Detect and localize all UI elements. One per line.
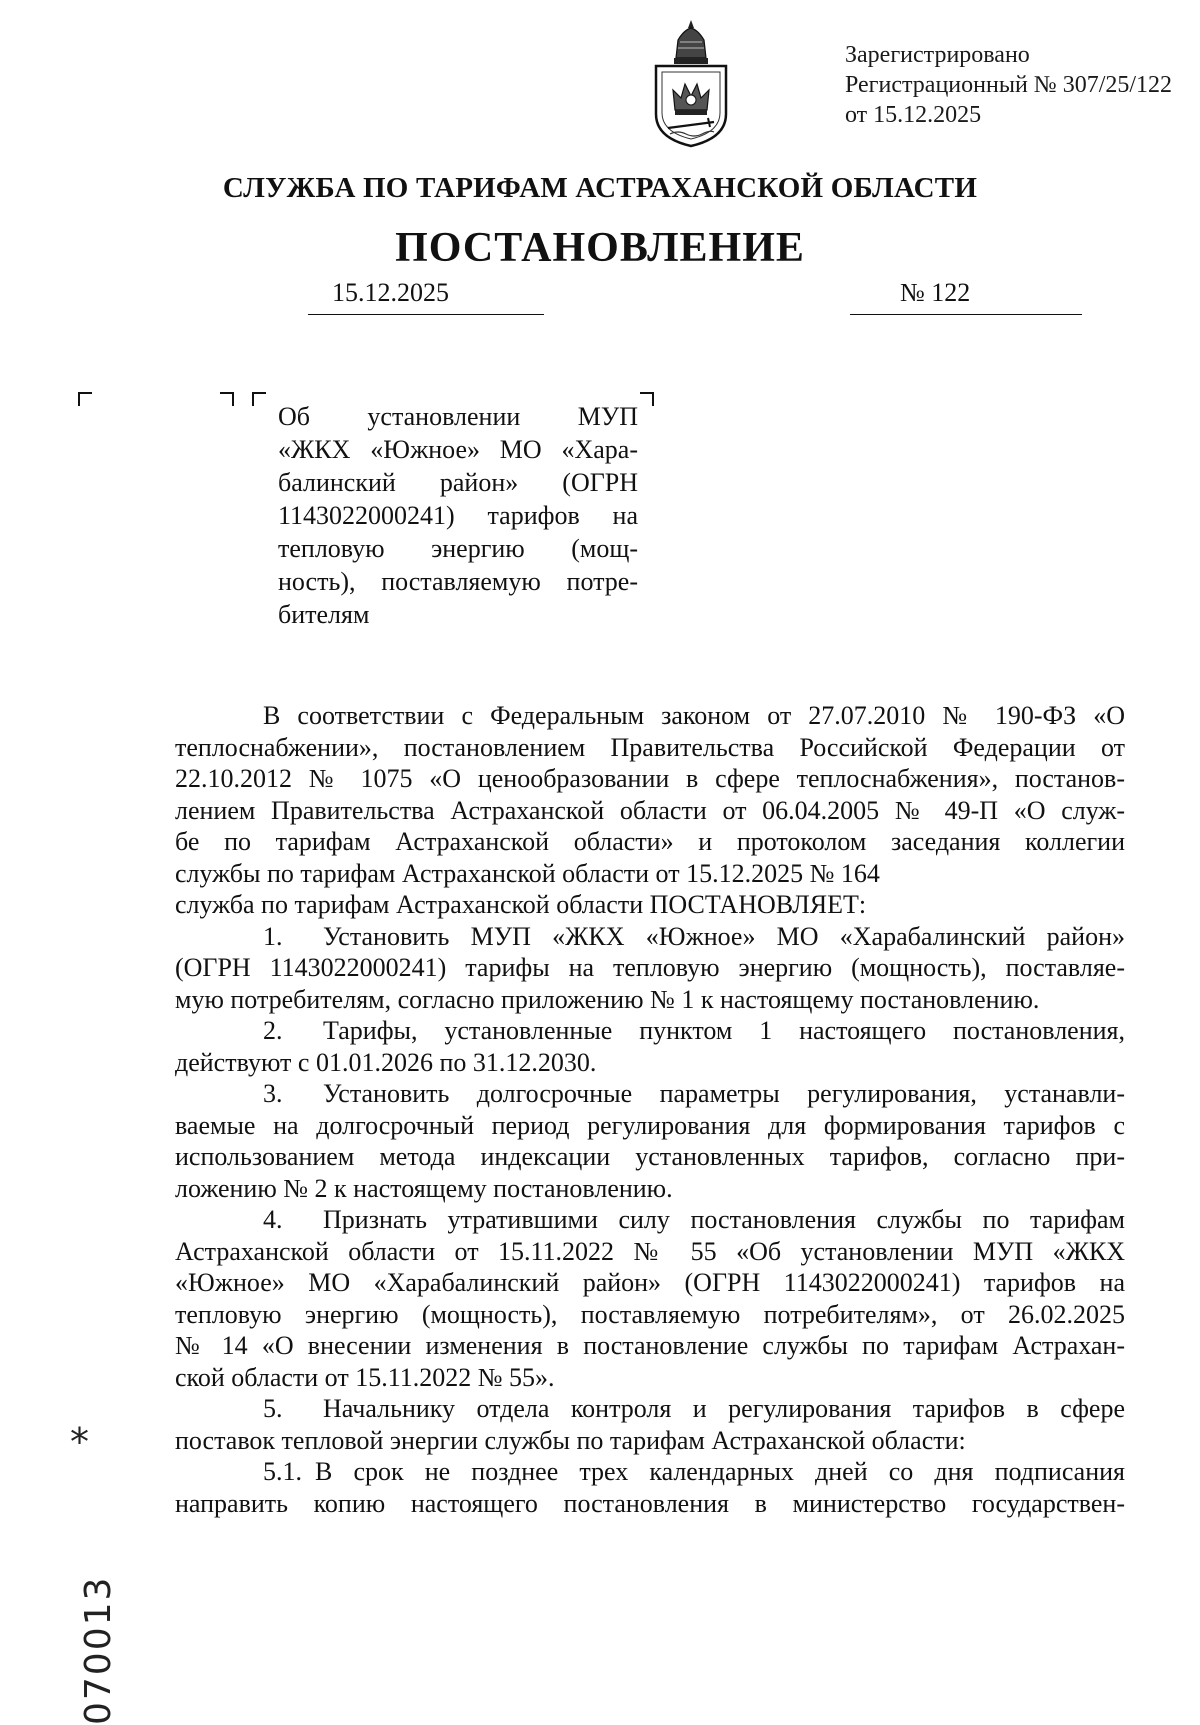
clause-text: Начальнику отдела контроля и регулирования тарифов в сфере <box>323 1394 1125 1423</box>
clause-number: 4. <box>263 1205 283 1234</box>
clause-number: 5.1. <box>263 1457 302 1486</box>
corner-mark-top-left <box>78 392 92 406</box>
document-number-field <box>850 278 1082 315</box>
document-number: № 122 <box>900 278 971 307</box>
preamble-line: бе по тарифам Астраханской области» и протоколом заседания коллегии <box>175 827 1125 856</box>
clause-line: «Южное» МО «Харабалинский район» (ОГРН 1143022000241) тарифов на <box>175 1268 1125 1297</box>
clause-line: поставок тепловой энергии службы по тарифам Астраханской области: <box>175 1425 966 1455</box>
clause-line: (ОГРН 1143022000241) тарифы на тепловую энергию (мощность), поставляе- <box>175 953 1125 982</box>
subject-line: Об установлении МУП <box>278 402 638 431</box>
margin-asterisk: * <box>70 1420 89 1464</box>
clause-line: № 14 «О внесении изменения в постановление службы по тарифам Астрахан- <box>175 1331 1125 1360</box>
document-date-field <box>308 278 544 315</box>
clause-line: ваемые на долгосрочный период регулирования для формирования тарифов с <box>175 1110 1125 1140</box>
clause-line: Астраханской области от 15.11.2022 № 55 «Об установлении МУП «ЖКХ <box>175 1236 1125 1266</box>
clause-number: 5. <box>263 1394 283 1423</box>
subject-line: тепловую энергию (мощ- <box>278 534 638 563</box>
subject-line: балинский район» (ОГРН <box>278 468 638 497</box>
preamble-line: службы по тарифам Астраханской области от 15.12.2025 № 164 <box>175 858 880 888</box>
clause-4 <box>175 1204 1125 1236</box>
subject-corner-mark-left <box>252 392 266 406</box>
clause-line: ложению № 2 к настоящему постановлению. <box>175 1173 673 1203</box>
subject-line: 1143022000241) тарифов на <box>278 501 638 530</box>
clause-2 <box>175 1015 1125 1047</box>
clause-text: Признать утратившими силу постановления службы по тарифам <box>323 1205 1125 1234</box>
clause-5 <box>175 1393 1125 1425</box>
corner-mark-top-right <box>220 392 234 406</box>
margin-serial-number: 070013 <box>78 1575 119 1725</box>
clause-line: тепловую энергию (мощность), поставляемую потребителям», от 26.02.2025 <box>175 1299 1125 1329</box>
clause-text: Установить МУП «ЖКХ «Южное» МО «Харабалинский район» <box>323 921 1125 951</box>
clause-3 <box>175 1078 1125 1110</box>
preamble-line: служба по тарифам Астраханской области ПОСТАНОВЛЯЕТ: <box>175 890 867 919</box>
clause-text: Тарифы, установленные пунктом 1 настоящего постановления, <box>323 1016 1125 1045</box>
clause-number: 1. <box>263 921 283 951</box>
subject-line: ность), поставляемую потре- <box>278 567 638 596</box>
subject-corner-mark-right <box>640 392 654 406</box>
preamble-line: лением Правительства Астраханской области от 06.04.2005 № 49-П «О служ- <box>175 795 1125 825</box>
clause-line: ской области от 15.11.2022 № 55». <box>175 1362 555 1392</box>
subject-line: «ЖКХ «Южное» МО «Хара- <box>278 435 638 464</box>
document-date: 15.12.2025 <box>332 278 449 307</box>
coat-of-arms-emblem <box>648 18 734 150</box>
clause-number: 2. <box>263 1016 283 1045</box>
preamble-line: 22.10.2012 № 1075 «О ценообразовании в сфере теплоснабжения», постанов- <box>175 764 1125 793</box>
preamble-line: В соответствии с Федеральным законом от 27.07.2010 № 190-ФЗ «О <box>263 701 1125 730</box>
clause-line: использованием метода индексации установленных тарифов, согласно при- <box>175 1142 1125 1171</box>
preamble-line: теплоснабжении», постановлением Правительства Российской Федерации от <box>175 732 1125 762</box>
agency-name: СЛУЖБА ПО ТАРИФАМ АСТРАХАНСКОЙ ОБЛАСТИ <box>222 172 978 204</box>
registration-date: от 15.12.2025 <box>845 102 982 128</box>
document-body <box>175 700 1125 1519</box>
registration-block <box>845 40 1172 130</box>
clause-text: Установить долгосрочные параметры регулирования, устанавли- <box>323 1079 1125 1108</box>
clause-1 <box>175 921 1125 953</box>
clause-text: В срок не позднее трех календарных дней со дня подписания <box>315 1457 1125 1486</box>
clause-line: мую потребителям, согласно приложению № 1 к настоящему постановлению. <box>175 984 1040 1014</box>
subject-line: бителям <box>278 600 370 629</box>
clause-line: действуют с 01.01.2026 по 31.12.2030. <box>175 1047 597 1077</box>
document-subject <box>278 400 638 631</box>
registration-number: Регистрационный № 307/25/122 <box>845 72 1173 98</box>
clause-number: 3. <box>263 1079 283 1108</box>
document-type: ПОСТАНОВЛЕНИЕ <box>395 225 805 271</box>
clause-line: направить копию настоящего постановления в министерство государствен- <box>175 1488 1125 1518</box>
registration-status: Зарегистрировано <box>845 42 1030 68</box>
clause-5-1 <box>175 1456 1125 1488</box>
